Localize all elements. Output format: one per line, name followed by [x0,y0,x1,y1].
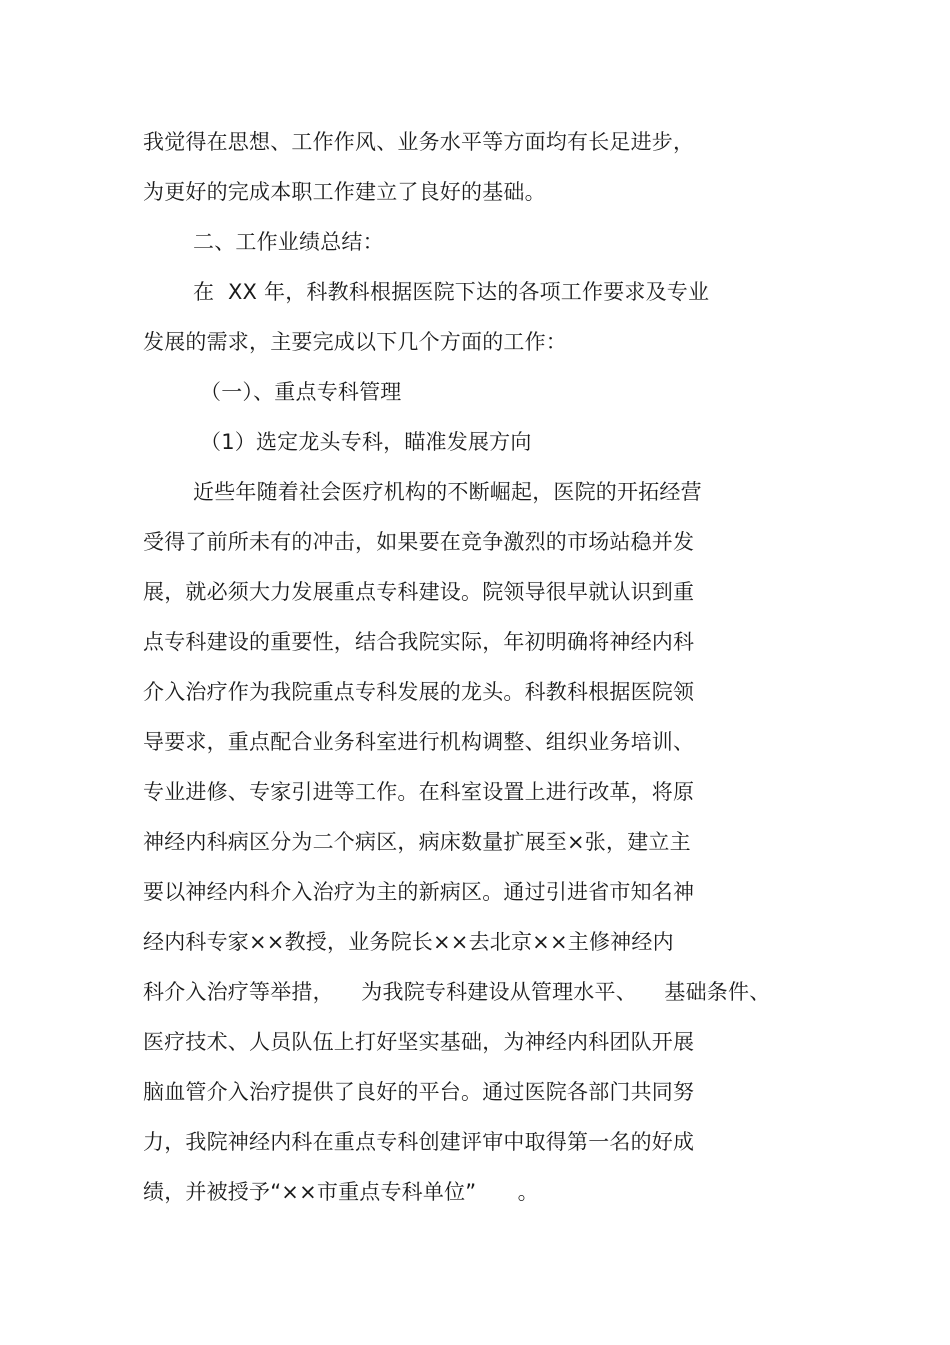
section-heading: 二、工作业绩总结： [193,230,384,254]
paragraph-line: 近些年随着社会医疗机构的不断崛起，医院的开拓经营 [193,480,702,504]
paragraph-line: 神经内科病区分为二个病区，病床数量扩展至×张，建立主 [143,830,691,854]
paragraph-line: 我觉得在思想、工作作风、业务水平等方面均有长足进步， [143,130,695,154]
paragraph-line: 在 XX 年，科教科根据医院下达的各项工作要求及专业 [193,280,710,304]
paragraph-line: 导要求，重点配合业务科室进行机构调整、组织业务培训、 [143,730,695,754]
subsection-heading: （一）、重点专科管理 [200,380,402,404]
paragraph-line: 经内科专家××教授，业务院长××去北京××主修神经内 [143,930,674,954]
paragraph-line: 专业进修、专家引进等工作。在科室设置上进行改革，将原 [143,780,695,804]
paragraph-line: 发展的需求，主要完成以下几个方面的工作： [143,330,567,354]
paragraph-line: 点专科建设的重要性，结合我院实际，年初明确将神经内科 [143,630,695,654]
paragraph-line: 介入治疗作为我院重点专科发展的龙头。科教科根据医院领 [143,680,695,704]
paragraph-line: 脑血管介入治疗提供了良好的平台。通过医院各部门共同努 [143,1080,695,1104]
paragraph-line: 医疗技术、人员队伍上打好坚实基础，为神经内科团队开展 [143,1030,695,1054]
paragraph-line: 为更好的完成本职工作建立了良好的基础。 [143,180,546,204]
paragraph-line: 力，我院神经内科在重点专科创建评审中取得第一名的好成 [143,1130,695,1154]
paragraph-line: 科介入治疗等举措， 为我院专科建设从管理水平、 基础条件、 [143,980,771,1004]
paragraph-line: 要以神经内科介入治疗为主的新病区。通过引进省市知名神 [143,880,695,904]
paragraph-line: 展，就必须大力发展重点专科建设。院领导很早就认识到重 [143,580,695,604]
paragraph-line: 受得了前所未有的冲击，如果要在竞争激烈的市场站稳并发 [143,530,695,554]
subsection-heading: （1）选定龙头专科，瞄准发展方向 [200,430,532,454]
paragraph-line: 绩，并被授予“××市重点专科单位” 。 [143,1180,539,1204]
